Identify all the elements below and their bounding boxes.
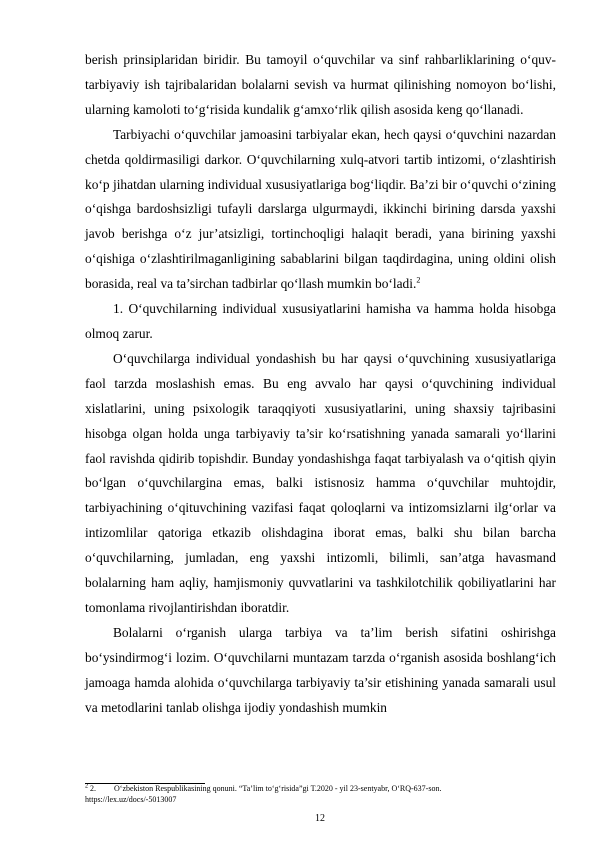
body-text xyxy=(85,48,556,720)
footnote-citation: O‘zbekiston Respublikasining qonuni. “Ta’lim to‘g‘risida”gi T.2020 - yil 23-sentyabr, O‘RQ-637-son. xyxy=(114,784,442,793)
footnote-reference[interactable]: 2 xyxy=(416,275,421,285)
footnote-link[interactable]: https://lex.uz/docs/-5013007 xyxy=(85,794,177,804)
paragraph-3: 1. O‘quvchilarning individual xususiyatlarini hamisha va hamma holda hisobga olmoq zarur. xyxy=(85,301,556,341)
footnote-citation-line xyxy=(85,784,556,795)
paragraph-2: Tarbiyachi o‘quvchilar jamoasini tarbiyalar ekan, hech qaysi o‘quvchini nazardan chetda qoldirmasiligi darkor. O‘quvchilarning xulq-atvori tartib intizomi, o‘zlashtirish ko‘p jihatdan ularning individual xususiyatlariga bog‘liqdir. Ba’zi bir o‘quvchi o‘zining o‘qishga bardoshsizligi tufayli darslarga ulgurmaydi, ikkinchi birining darsda yaxshi javob berishga o‘z jur’atsizligi, tortinchoqligi halaqit beradi, yana birining yaxshi o‘qishiga o‘zlashtirilmaganligining sabablarini bilgan taqdirdagina, uning oldini olish borasida, real va ta’sirchan tadbirlar qo‘llash mumkin bo‘ladi.$^2$ xyxy=(85,126,556,292)
footnote-marker: 2 xyxy=(85,783,88,790)
paragraph-4: O‘quvchilarga individual yondashish bu har qaysi o‘quvchining xususiyatlariga faol tarzda moslashish emas. Bu eng avvalo har qaysi o‘quvchining individual xislatlarini, uning psixologik taraqqiyoti xususiyatlarini, uning shaxsiy tajribasini hisobga olgan holda unga tarbiyaviy ta’sir ko‘rsatishning yanada samarali yo‘llarini faol ravishda qidirib topishdir. Bunday yondashishga faqat tarbiyalash va o‘qitish qiyin bo‘lgan o‘quvchilargina emas, balki istisnosiz hamma o‘quvchilar muhtojdir, tarbiyachining o‘qituvchining vazifasi faqat qoloqlarni va intizomsizlarni ilg‘orlar va intizomlilar qatoriga etkazib olishdagina iborat emas, balki shu bilan barcha o‘quvchilarning, jumladan, eng yaxshi intizomli, bilimli, san’atga havasmand bolalarning ham aqliy, hamjismoniy quvvatlarini va tashkilotchilik qobiliyatlarini har tomonlama rivojlantirishdan iboratdir. xyxy=(85,350,556,615)
paragraph-1: berish prinsiplaridan biridir. Bu tamoyil o‘quvchilar va sinf rahbarliklarining o‘quv-tarbiyaviy ish tajribalaridan bolalarni sevish va hurmat qilinishing nomoyon bo‘lishi, ularning kamoloti to‘g‘risida kundalik g‘amxo‘rlik qilish asosida keng qo‘llanadi. xyxy=(85,52,556,117)
page-number: 12 xyxy=(315,813,325,824)
footnote-number: 2. xyxy=(90,784,96,793)
paragraph-5: Bolalarni o‘rganish ularga tarbiya va ta’lim berish sifatini oshirishga bo‘ysindirmog‘i lozim. O‘quvchilarni muntazam tarzda o‘rganish asosida boshlang‘ich jamoaga hamda alohida o‘quvchilarga tarbiyaviy ta’sir etishining yanada samarali usul va metodlarini tanlab olishga ijodiy yondashish mumkin xyxy=(85,624,556,715)
footnote xyxy=(85,784,556,805)
